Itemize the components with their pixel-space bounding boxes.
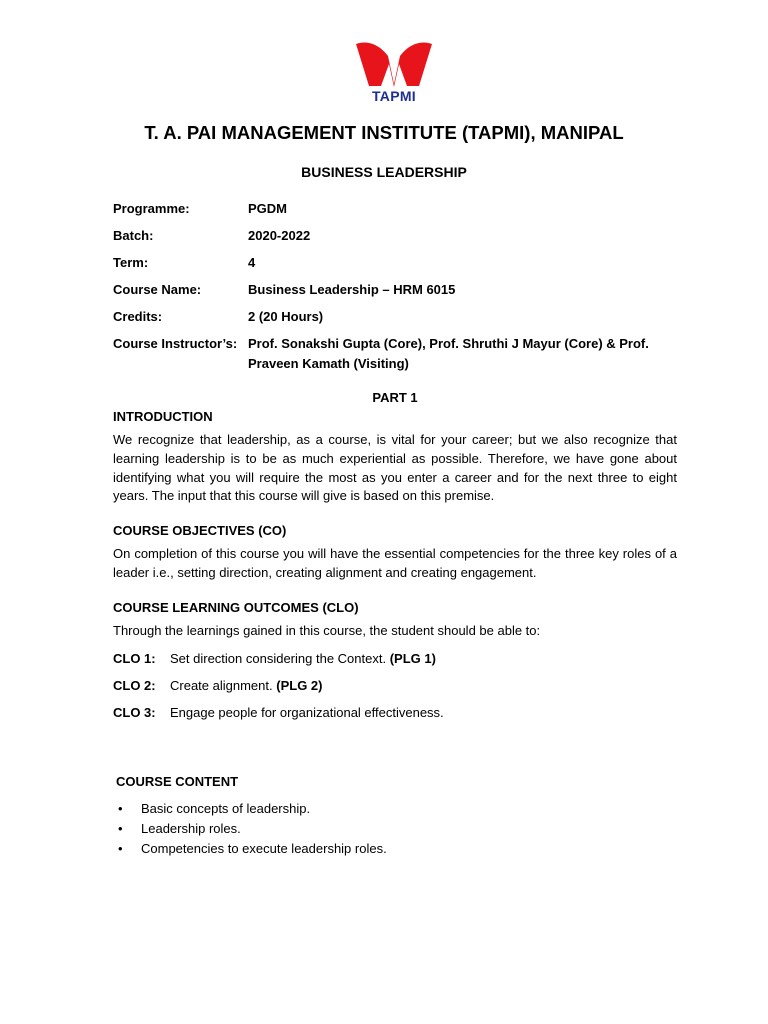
objectives-text: On completion of this course you will have the essential competencies for the three key roles of a leader i.e., setting direction, creating alignment and creating engagement.	[113, 546, 677, 580]
info-label: Credits:	[113, 309, 163, 324]
info-label: Batch:	[113, 228, 154, 243]
clo-plg: (PLG 1)	[389, 650, 436, 666]
list-item-text: Basic concepts of leadership.	[141, 801, 311, 816]
list-item-text: Leadership roles.	[141, 821, 241, 836]
section-heading: COURSE OBJECTIVES (CO)	[113, 523, 287, 539]
tapmi-logo-mark	[355, 40, 433, 90]
bullet-icon: •	[118, 841, 123, 856]
list-item	[116, 799, 676, 819]
clo-item	[113, 649, 677, 668]
part-heading: PART 1	[372, 390, 418, 405]
list-item	[116, 839, 676, 859]
section-heading: COURSE LEARNING OUTCOMES (CLO)	[113, 599, 359, 615]
objectives-section	[113, 523, 677, 583]
info-label: Course Instructor’s:	[113, 336, 238, 351]
info-value: Business Leadership – HRM 6015	[248, 282, 456, 297]
introduction-section	[113, 409, 677, 506]
course-content-list	[116, 799, 676, 859]
info-row-term	[113, 253, 673, 280]
tapmi-logo-text: TAPMI	[371, 88, 416, 104]
course-info-table	[113, 199, 673, 374]
clo-text-wrap	[170, 676, 322, 695]
info-value: PGDM	[248, 201, 287, 216]
info-row-programme	[113, 199, 673, 226]
bullet-icon: •	[118, 821, 123, 836]
section-heading: COURSE CONTENT	[116, 774, 239, 789]
info-row-course-name	[113, 280, 673, 307]
info-value: Prof. Sonakshi Gupta (Core), Prof. Shruthi J Mayur (Core) & Prof. Praveen Kamath (Visiting)	[248, 336, 649, 371]
clo-text-wrap	[170, 703, 444, 722]
info-value: 2020-2022	[248, 228, 311, 243]
clo-text: Set direction considering the Context.	[170, 650, 387, 666]
clo-id: CLO 3:	[113, 704, 156, 720]
clo-id: CLO 2:	[113, 677, 156, 693]
info-row-batch	[113, 226, 673, 253]
clo-text: Create alignment.	[170, 677, 273, 693]
outcomes-section	[113, 600, 677, 722]
main-content	[113, 409, 677, 739]
clo-item	[113, 703, 677, 722]
list-item-text: Competencies to execute leadership roles.	[141, 841, 387, 856]
course-content-section	[116, 774, 676, 859]
institute-title: T. A. PAI MANAGEMENT INSTITUTE (TAPMI), MANIPAL	[144, 122, 624, 143]
course-title: BUSINESS LEADERSHIP	[301, 164, 467, 180]
clo-id: CLO 1:	[113, 650, 156, 666]
tapmi-logo	[355, 40, 433, 106]
info-row-instructors	[113, 334, 673, 374]
list-item	[116, 819, 676, 839]
outcomes-intro: Through the learnings gained in this course, the student should be able to:	[113, 622, 541, 638]
info-value: 2 (20 Hours)	[248, 309, 324, 324]
section-heading: INTRODUCTION	[113, 409, 213, 424]
info-label: Programme:	[113, 201, 190, 216]
bullet-icon: •	[118, 801, 123, 816]
introduction-text: We recognize that leadership, as a course, is vital for your career; but we also recognize that learning leadership is to be as much experiential as possible. Therefore, we have gone about identifying what you will require the most as you enter a career and for the next three to eight years. The input that this course will give is based on this premise.	[113, 432, 677, 504]
clo-text: Engage people for organizational effectiveness.	[170, 704, 444, 720]
clo-plg: (PLG 2)	[276, 677, 323, 693]
info-value: 4	[248, 255, 256, 270]
clo-text-wrap	[170, 649, 436, 668]
info-label: Term:	[113, 255, 149, 270]
info-row-credits	[113, 307, 673, 334]
clo-item	[113, 676, 677, 695]
info-label: Course Name:	[113, 282, 202, 297]
